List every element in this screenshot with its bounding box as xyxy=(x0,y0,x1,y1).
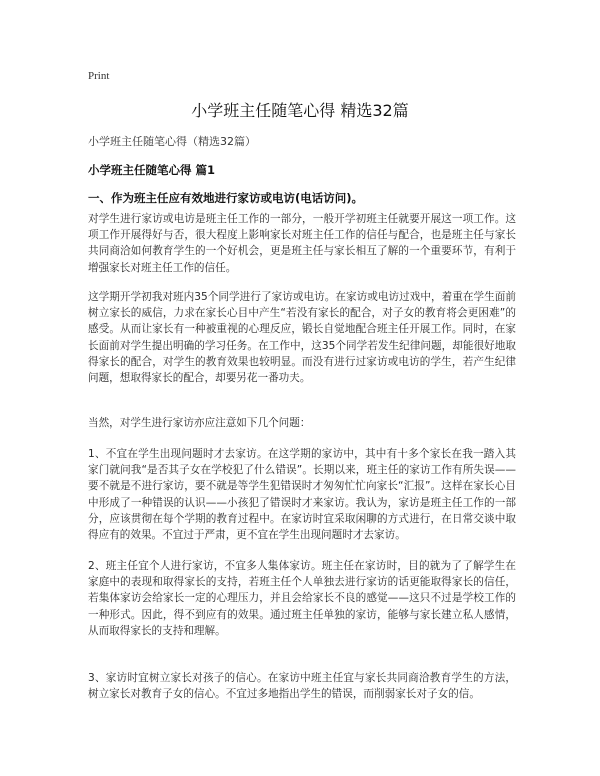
paragraph-intro: 对学生进行家访或电访是班主任工作的一部分，一般开学初班主任就要开展这一项工作。这项工作开展得好与否，很大程度上影响家长对班主任工作的信任与配合，也是班主任与家长共同商洽如何教育学生的一个好机会，更是班主任与家长相互了解的一个重要环节，有利于增强家长对班主任工作的信任。 xyxy=(88,213,516,274)
paragraph-notes-intro: 当然，对学生进行家访亦应注意如下几个问题： xyxy=(88,417,311,429)
print-label[interactable]: Print xyxy=(88,70,110,82)
paragraph-point-2: 2、班主任宜个人进行家访，不宜多人集体家访。班主任在家访时，目的就为了了解学生在家庭中的表现和取得家长的支持，若班主任个人单独去进行家访的话更能取得家长的信任，若集体家访会给家长一定的心理压力，并且会给家长不良的感觉——这只不过是学校工作的一种形式。因此，得不到应有的效果。通过班主任单独的家访，能够与家长建立私人感情，从而取得家长的支持和理解。 xyxy=(88,560,516,637)
page-title: 小学班主任随笔心得 精选32篇 xyxy=(191,101,409,120)
paragraph-point-3: 3、家访时宜树立家长对孩子的信心。在家访中班主任宜与家长共同商洽教育学生的方法，树立家长对教育子女的信心。不宜过多地指出学生的错误，而削弱家长对子女的信。 xyxy=(88,672,516,701)
document-subtitle: 小学班主任随笔心得（精选32篇） xyxy=(88,135,256,148)
paragraph-experience: 这学期开学初我对班内35个同学进行了家访或电访。在家访或电访过戏中，着重在学生面前树立家长的威信，力求在家长心目中产生“若没有家长的配合，对子女的教育将会更困难”的感受。从而让家长有一种被重视的心理反应，锻长自觉地配合班主任开展工作。同时，在家长面前对学生提出明确的学习任务。在工作中，这35个同学若发生纪律问题，却能很好地取得家长的配合，对学生的教育效果也较明显。而没有进行过家访或电访的学生，若产生纪律问题，想取得家长的配合，却要另花一番功夫。 xyxy=(88,291,516,385)
section-title: 小学班主任随笔心得 篇1 xyxy=(88,163,216,177)
paragraph-point-1: 1、不宜在学生出现问题时才去家访。在这学期的家访中，其中有十多个家长在我一踏入其家门就问我“是否其子女在学校犯了什么错误”。长期以来，班主任的家访工作有所失误——要不就是不进行家访，要不就是等学生犯错误时才匆匆忙忙向家长“汇报”。这样在家长心目中形成了一种错误的认识——小孩犯了错误时才来家访。我认为，家访是班主任工作的一部分，应该贯彻在每个学期的教育过程中。在家访时宜采取闲聊的方式进行，在日常交谈中取得应有的效果。不宜过于严肃，更不宜在学生出现问题时才去家访。 xyxy=(88,448,516,542)
section-heading: 一、作为班主任应有效地进行家访或电访(电话访问)。 xyxy=(88,191,364,205)
